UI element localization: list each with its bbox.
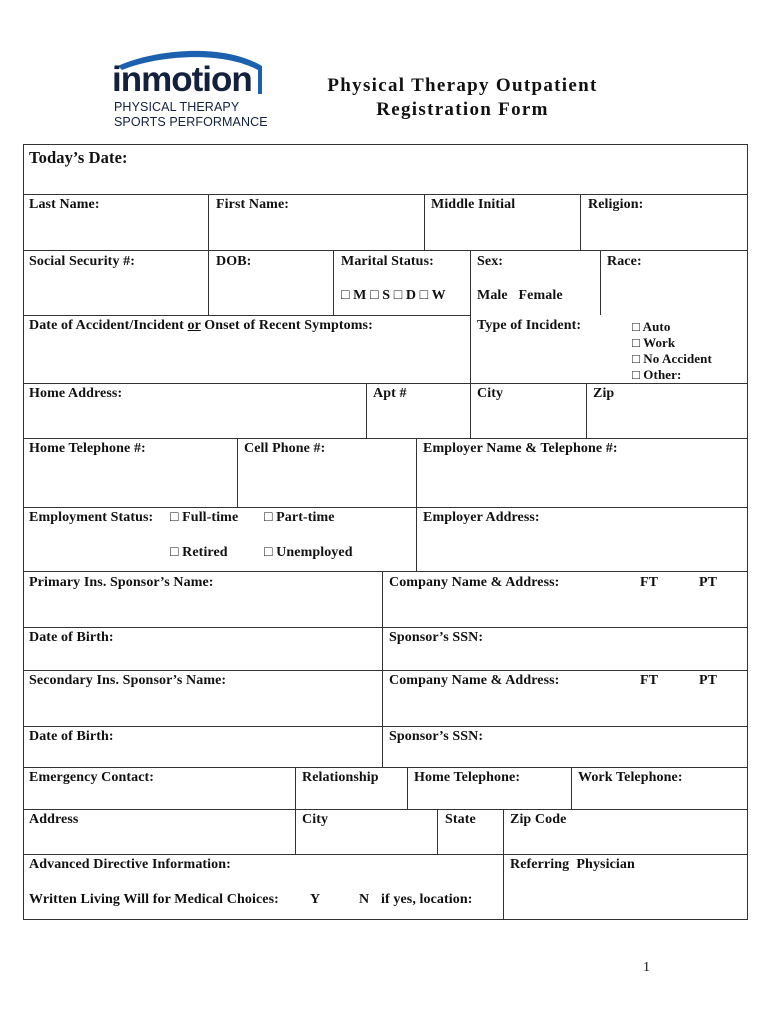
employment-unemployed-option[interactable]: □ Unemployed [264, 545, 353, 560]
apt-label: Apt # [373, 386, 407, 401]
emergency-contact-label: Emergency Contact: [29, 770, 155, 785]
logo-line2: SPORTS PERFORMANCE [114, 115, 268, 129]
company-name-address-label: Company Name & Address: [389, 575, 560, 590]
sponsor-ssn-label: Sponsor’s SSN: [389, 630, 484, 645]
marital-status-label: Marital Status: [341, 254, 434, 269]
city-label: City [477, 386, 504, 401]
incident-option-work[interactable]: □ Work [632, 335, 676, 350]
ssn-label: Social Security #: [29, 254, 136, 269]
cell-phone-label: Cell Phone #: [244, 441, 326, 456]
logo-line1: PHYSICAL THERAPY [114, 100, 240, 114]
employment-retired-option[interactable]: □ Retired [170, 545, 228, 560]
incident-option-other[interactable]: □ Other: [632, 367, 682, 382]
incident-option-no-accident[interactable]: □ No Accident [632, 351, 712, 366]
primary-sponsor-label: Primary Ins. Sponsor’s Name: [29, 575, 214, 590]
page-title-line2: Registration Form [376, 99, 549, 120]
work-telephone-label: Work Telephone: [578, 770, 683, 785]
state-label: State [445, 812, 476, 827]
home-address-label: Home Address: [29, 386, 123, 401]
ft-label: FT [640, 575, 659, 590]
employer-address-label: Employer Address: [423, 510, 540, 525]
secondary-sponsor-label: Secondary Ins. Sponsor’s Name: [29, 673, 227, 688]
company-name-address-2-label: Company Name & Address: [389, 673, 560, 688]
date-of-birth-label: Date of Birth: [29, 630, 114, 645]
home-telephone-label: Home Telephone: [414, 770, 521, 785]
middle-initial-label: Middle Initial [431, 197, 516, 212]
type-of-incident-label: Type of Incident: [477, 318, 582, 333]
dob-label: DOB: [216, 254, 252, 269]
advanced-directive-label: Advanced Directive Information: [29, 857, 231, 872]
accident-date-label: Date of Accident/Incident or Onset of Recent Symptoms: [29, 318, 373, 333]
home-phone-label: Home Telephone #: [29, 441, 146, 456]
employment-status-label: Employment Status: [29, 510, 154, 525]
first-name-label: First Name: [216, 197, 290, 212]
employment-parttime-option[interactable]: □ Part-time [264, 510, 335, 525]
incident-option-auto[interactable]: □ Auto [632, 319, 671, 334]
employment-fulltime-option[interactable]: □ Full-time [170, 510, 239, 525]
employer-name-phone-label: Employer Name & Telephone #: [423, 441, 618, 456]
page-title-line1: Physical Therapy Outpatient [327, 75, 598, 96]
living-will-label: Written Living Will for Medical Choices: [29, 892, 279, 907]
sex-options[interactable]: Male Female [477, 288, 563, 303]
pt-2-label: PT [699, 673, 718, 688]
city-2-label: City [302, 812, 329, 827]
zip-label: Zip [593, 386, 615, 401]
address-label: Address [29, 812, 79, 827]
referring-physician-label: Referring Physician [510, 857, 635, 872]
zip-code-label: Zip Code [510, 812, 567, 827]
if-yes-location-label: if yes, location: [381, 892, 473, 907]
marital-status-options[interactable]: □ M □ S □ D □ W [341, 288, 446, 303]
religion-label: Religion: [588, 197, 644, 212]
living-will-yes-option[interactable]: Y [310, 892, 321, 907]
date-of-birth-2-label: Date of Birth: [29, 729, 114, 744]
last-name-label: Last Name: [29, 197, 100, 212]
pt-label: PT [699, 575, 718, 590]
ft-2-label: FT [640, 673, 659, 688]
relationship-label: Relationship [302, 770, 379, 785]
todays-date-label: Today’s Date: [29, 148, 128, 167]
sponsor-ssn-2-label: Sponsor’s SSN: [389, 729, 484, 744]
page-number: 1 [643, 960, 650, 975]
living-will-no-option[interactable]: N [359, 892, 370, 907]
sex-label: Sex: [477, 254, 504, 269]
logo-wordmark: inmotion [112, 60, 252, 99]
accident-or-text: or [187, 318, 201, 333]
race-label: Race: [607, 254, 642, 269]
